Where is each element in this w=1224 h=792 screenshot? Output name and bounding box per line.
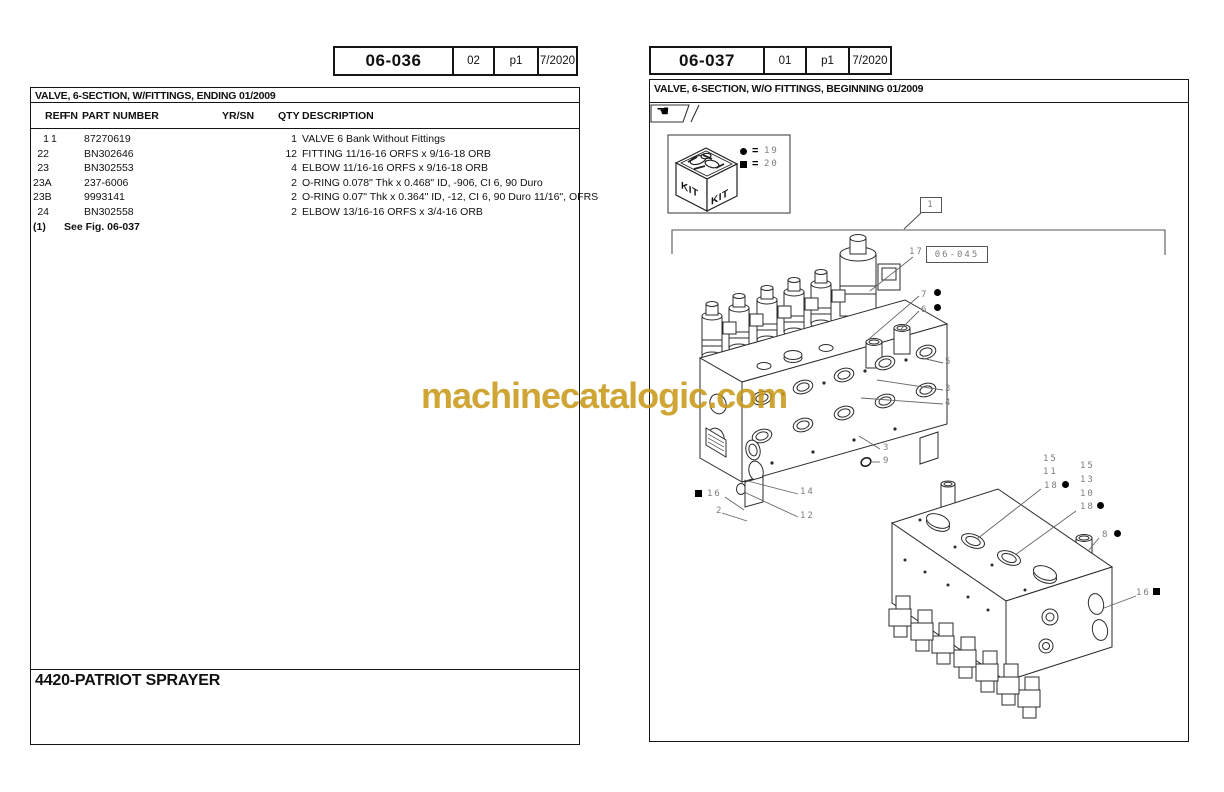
callout: 18 (1044, 481, 1059, 491)
kit-circle-marker (1114, 530, 1121, 537)
callout: 15 (1080, 461, 1095, 471)
cell-qty: 2 (291, 191, 297, 204)
kit-circle-marker (1062, 481, 1069, 488)
col-ref: REF (45, 110, 66, 122)
o-ring-item-9 (860, 456, 872, 467)
left-revision: 02 (452, 48, 493, 74)
callout: 15 (1043, 454, 1058, 464)
kit-square-marker (695, 490, 702, 497)
callout: 5 (945, 357, 953, 367)
valve-assembly-top (700, 235, 947, 508)
right-figure-header (649, 46, 892, 75)
kit-circle-marker (1097, 502, 1104, 509)
right-page-title: VALVE, 6-SECTION, W/O FITTINGS, BEGINNING 01/2009 (650, 80, 1188, 103)
hand-icon: ☚ (656, 103, 670, 120)
assembly-ref-box: 1 (920, 197, 942, 213)
cell-part: BN302553 (84, 162, 134, 175)
cell-ref: 1 (43, 133, 49, 145)
left-date: 7/2020 (537, 48, 576, 74)
cell-ref: 23 (37, 162, 49, 175)
kit-crate-icon (676, 148, 737, 211)
legend-circle-value: 19 (764, 146, 779, 156)
figure-ref-box[interactable]: 06-045 (926, 246, 988, 263)
cell-part: 237-6006 (84, 176, 129, 189)
callout: 12 (800, 511, 815, 521)
cell-ref: 23A (33, 176, 52, 189)
cell-desc: O-RING 0.078" Thk x 0.468" ID, -906, CI 6, 90 Duro (302, 176, 543, 189)
left-figure-number: 06-036 (365, 51, 422, 70)
cell-qty: 2 (291, 206, 297, 218)
legend-square-value: 20 (764, 159, 779, 169)
cell-part: 9993141 (84, 191, 125, 204)
callout: 3 (945, 384, 953, 394)
callout: 6 (921, 305, 929, 315)
col-part: PART NUMBER (82, 110, 159, 122)
col-yrsn: YR/SN (222, 110, 255, 122)
col-desc: DESCRIPTION (302, 110, 374, 122)
svg-text:KIT: KIT (681, 179, 699, 201)
callout: 16 (1136, 588, 1151, 598)
callout-17: 17 (909, 247, 924, 257)
legend-equals: = (752, 158, 759, 170)
callout: 3 (883, 443, 891, 453)
callout: 7 (921, 290, 929, 300)
cell-part: BN302646 (84, 147, 134, 160)
cell-qty: 1 (291, 133, 297, 145)
cell-desc: FITTING 11/16-16 ORFS x 9/16-18 ORB (302, 147, 491, 160)
right-page-number: p1 (805, 48, 848, 73)
callout: 18 (1080, 502, 1095, 512)
valve-assembly-bottom (889, 481, 1112, 718)
cell-desc: ELBOW 11/16-16 ORFS x 9/16-18 ORB (302, 162, 488, 175)
callout: 2 (716, 506, 724, 516)
kit-circle-marker (740, 148, 747, 155)
cell-desc: VALVE 6 Bank Without Fittings (302, 133, 446, 145)
see-figure-link[interactable]: See Fig. 06-037 (64, 220, 140, 233)
right-date: 7/2020 (848, 48, 890, 73)
callout: 13 (1080, 475, 1095, 485)
callout: 11 (1043, 467, 1058, 477)
cell-ref: 22 (37, 147, 49, 160)
model-title: 4420-PATRIOT SPRAYER (35, 672, 221, 689)
svg-text:KIT: KIT (711, 187, 729, 208)
callout: 9 (883, 456, 891, 466)
cell-desc: O-RING 0.07" Thk x 0.364" ID, -12, CI 6, 90 Duro 11/16", OFRS (302, 191, 599, 204)
callout: 14 (800, 487, 815, 497)
cell-ref: 23B (33, 191, 52, 204)
col-qty: QTY (278, 110, 300, 122)
callout: 8 (1102, 530, 1110, 540)
left-page-title: VALVE, 6-SECTION, W/FITTINGS, ENDING 01/2009 (31, 88, 579, 103)
kit-square-marker (1153, 588, 1160, 595)
cell-part: BN302558 (84, 206, 134, 218)
cell-ref: 24 (37, 206, 49, 218)
kit-circle-marker (934, 289, 941, 296)
watermark: machinecatalogic.com (421, 375, 788, 416)
callout: 4 (945, 398, 953, 408)
right-figure-number: 06-037 (679, 50, 735, 70)
col-fn: FN (64, 110, 78, 122)
legend-equals: = (752, 145, 759, 157)
left-figure-header (333, 46, 578, 76)
callout: 10 (1080, 489, 1095, 499)
footnote-marker: (1) (33, 220, 46, 233)
cell-qty: 2 (291, 176, 297, 189)
callout: 16 (707, 489, 722, 499)
cell-part: 87270619 (84, 133, 131, 145)
right-revision: 01 (763, 48, 805, 73)
kit-circle-marker (934, 304, 941, 311)
cell-fn: 1 (51, 133, 57, 145)
kit-square-marker (740, 161, 747, 168)
cell-qty: 12 (285, 147, 297, 160)
left-page-number: p1 (493, 48, 537, 74)
cell-desc: ELBOW 13/16-16 ORFS x 3/4-16 ORB (302, 206, 483, 218)
cell-qty: 4 (291, 162, 297, 175)
